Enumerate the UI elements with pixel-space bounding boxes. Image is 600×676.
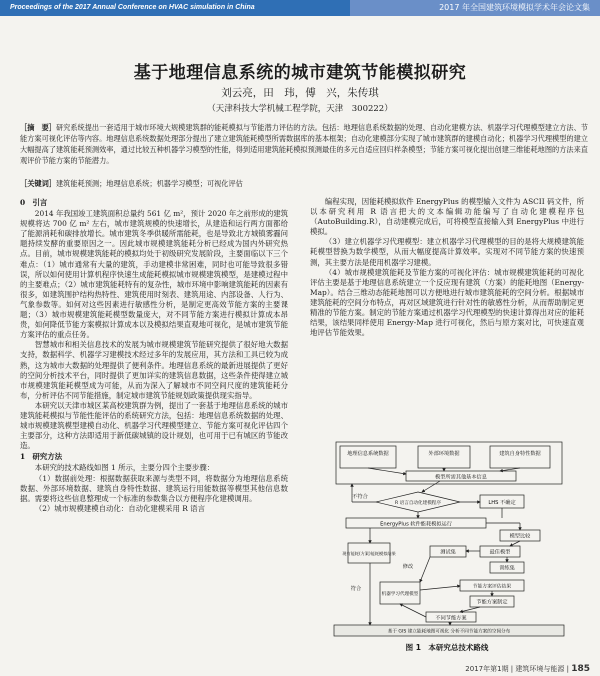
paragraph: 智慧城市和相关信息技术的发展为城市规模建筑节能研究提供了很好地大数据支持，数据科学、机器学习建模技术经过多年的发展应用，其方法和工具已较为成熟，这为城市大数据的处理提供了便利条件。地理信息系统的最新进展提供了更好的空间分析技术平台，同时提供了更加详实的建筑信息数据，这些条件使得建立城市规模建筑能耗模型成为可能，从而为深入了解城市不同空间尺度的建筑能耗分布，分析评估不同节能措施，制定城市建筑节能规划政策提供现实指导。: [20, 340, 288, 400]
env-box: [418, 446, 470, 468]
section-heading: 1 研究方法: [20, 452, 63, 462]
not-conform-label: 不符合: [352, 494, 368, 500]
paper-title: 基于地理信息系统的城市建筑节能模拟研究: [133, 63, 467, 83]
new-scheme-label: 不同节能方案: [435, 615, 467, 622]
building-box: [490, 446, 550, 468]
eval-results-label: 节能方案评估结果: [472, 584, 512, 590]
ml-proxy-label: 机器学习代理模型: [381, 592, 419, 597]
lhs-label: LHS 不确定: [488, 500, 516, 506]
paragraph: （3）建立机器学习代理模型：建立机器学习代理模型的目的是将大规模建筑能耗模型替换为数学模型，从而大幅度提高计算效率。实现对不同节能方案的快速预测，其主要方法是使用机器学习建模。: [310, 237, 584, 267]
abstract-text: 研究系统提出一套适用于城市环境大规模建筑群的能耗模拟与节能潜力评估的方法。包括：地理信息系统数据的处理、自动化建模方法、机器学习代理模型建立方法、节能方案可视化评估等内容。地理信息系统数据处理部分提出了建立建筑能耗模型所需数据库的基本框架；自动化建模部分实现了城市建筑群的建模自动化；机器学习代理模型的建立大幅提高了建筑能耗预测效率，通过比较五种机器学习模型的性能，得到适用建筑能耗模拟预测最佳的多元自适应回归样条模型；节能方案可视化提出创建三维能耗地图的方法来直观评价节能方案的节能潜力。: [20, 123, 588, 165]
model-compare-label: 模型比较: [509, 533, 531, 540]
paragraph: 2014 年我国竣工建筑面积总量约 561 亿 m²，预计 2020 年之前形成的建筑规模将达 700 亿 m² 左右，城市建筑规模的快速增长，从建造和运行两方面都给了能源消耗和碳排放增长。城市建筑冬季供暖所需能耗，也是导致北方城镇雾霾问题持续发酵的重要原因之一。因此城市规模建筑能耗分析已经成为国内外研究热点。目前，城市规模建筑能耗的模拟均处于初级研究发展阶段，主要面临以下三个难点：（1）城市通常有大量的建筑，手动建模非常困难，同时也可能导致很多错误，所以如何使用计算机程序快速生成能耗模拟城市规模建筑模型，是建模过程中的主要难点；（2）城市建筑能耗特有的复杂性，城市环境中影响建筑能耗的因素有很多，如建筑围护结构热特性、建筑使用时刻表、建筑用途、内部设备、人行为、气象参数等。如何对这些因素进行敏感性分析，是制定更高效节能方案的主要课题；（3）城市规模建筑能耗模型数量庞大，对不同节能方案进行模拟计算成本昂贵，如何降低节能方案模拟计算成本以及模拟结果直观地可视化，是城市建筑节能方案评估的重点任务。: [20, 209, 288, 340]
abstract-label: ［摘 要］: [20, 123, 56, 132]
intro-heading: 0 引言: [20, 198, 48, 207]
paragraph: （2）城市规模建模自动化：自动化建模采用 R 语言: [34, 503, 205, 513]
train-set-label: 训练集: [499, 565, 515, 572]
gis-label: 地理信息系统数据: [347, 451, 389, 457]
building-label: 建筑自身特性数据: [499, 451, 541, 457]
energy-map-label: 现有能耗(方案)能耗模拟结果: [342, 551, 396, 556]
conform-label: 符合: [350, 586, 362, 592]
affiliation: （天津科技大学机械工程学院，天津 300222）: [207, 104, 393, 114]
scheme-select-label: 节能方案制定: [476, 599, 508, 606]
energyplus-label: EnergyPlus 软件能耗模拟运行: [380, 521, 452, 528]
env-label: 外部环境数据: [428, 451, 460, 457]
abstract-block: [20, 122, 588, 166]
page-footer: [465, 664, 590, 674]
header-left-text: Proceedings of the 2017 Annual Conference on HVAC simulation in China: [0, 0, 350, 16]
paragraph: 本研究的技术路线如图 1 所示，主要分四个主要步骤：: [34, 463, 215, 473]
header-right-text: 2017 年全国建筑环境模拟学术年会论文集: [350, 0, 600, 16]
best-model-label: 最佳模型: [489, 549, 511, 556]
gis-box: [340, 446, 396, 468]
flowchart-svg: [330, 440, 568, 638]
modify-label: 修改: [402, 564, 414, 570]
keywords-label: ［关键词］: [20, 179, 56, 188]
keywords-block: [20, 178, 588, 189]
page-number: 185: [571, 664, 590, 674]
paragraph: 本研究以天津市城区某高校建筑群为例，提出了一套基于地理信息系统的城市建筑能耗模拟与节能性能评估的系统研究方法，包括：地理信息系统数据的处理、城市规模建筑模型建模自动化、机器学习代理模型建立、节能方案可视化评估四个主要部分，这种方法即适用于新低碳城镇的设计规划，也可用于已有城区的节能改造。: [20, 400, 288, 451]
r-lang-label: R 语言自动化建模程序: [395, 501, 441, 506]
left-column: [20, 197, 288, 665]
gis-visual-label: 基于 GIS 建立能耗地图可视化 分析不同节能方案的空间分布: [387, 629, 511, 635]
paragraph: （4）城市规模建筑能耗及节能方案的可视化评估：城市规模建筑能耗的可视化评估主要是基于地理信息系统建立一个反应现有建筑（方案）的能耗地图（Energy-Map）。结合三维动态能耗地图可以方便地进行城市建筑能耗的空间分析。根据城市建筑能耗的空间分布特点，再对区域建筑进行针对性的敏感性分析，从而帮助制定更精准的节能方案。制定的节能方案通过机器学习代理模型的快速计算得出对应的能耗结果，该结果同样使用 Energy-Map 进行可视化，然后与原方案对比，可快速直观地评估节能效果。: [310, 267, 584, 338]
paragraph: 编程实现，因能耗模拟软件 EnergyPlus 的模型输入文件为 ASCII 码文件，所以本研究利用 R 语言把大的文本编辑功能编写了自动化建模程序包（AutoBuilding.R），自动建模完成后，可将模型直接输入到 EnergyPlus 中进行模拟。: [310, 197, 584, 237]
test-set-label: 测试集: [440, 549, 456, 556]
keywords-text: 建筑能耗预测；地理信息系统；机器学习模型；可视化评估: [55, 179, 243, 188]
conference-header: [0, 0, 600, 16]
footer-text: 2017年第1期 | 建筑环境与能源 |: [465, 665, 569, 673]
paragraph: （1）数据前处理：根据数据获取来源与类型不同，将数据分为地理信息系统数据、外部环境数据、建筑自身特性数据、建筑运行用能数据等模型其他信息数据。需要将这些信息整理成一个标准的参数集合以方便程序化建模调用。: [20, 473, 288, 503]
author-line: 刘云亮，田 玮，傅 兴，朱传琪: [221, 87, 379, 99]
right-column: [310, 197, 584, 433]
flowchart-figure: [330, 440, 568, 638]
standard-label: 模型所需其他基本信息: [435, 474, 487, 481]
figure-caption: 图 1 本研究总技术路线: [405, 643, 489, 652]
